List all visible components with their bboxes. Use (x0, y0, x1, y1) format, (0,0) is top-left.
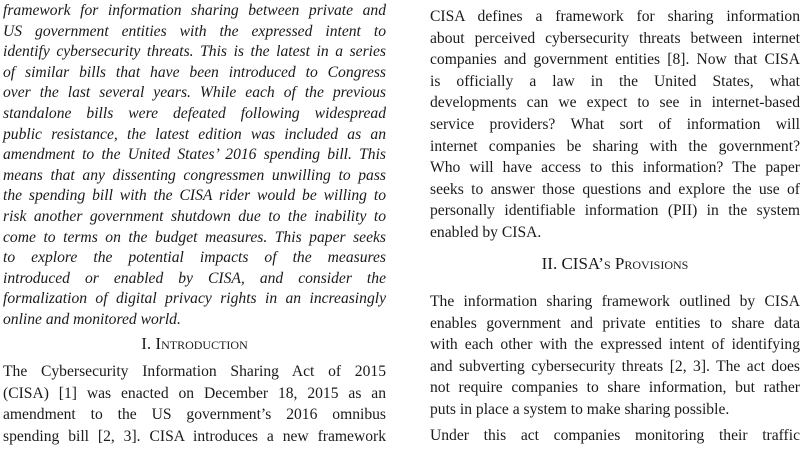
body-line: amendment to the US government’s 2016 omnibus (3, 406, 386, 424)
body-line: personally identifiable information (PII) in the system (430, 202, 800, 220)
body-line: enabled by CISA. (430, 223, 542, 241)
body-line: enables government and private entities to share data (430, 314, 800, 332)
abstract-line: risk another government shutdown due to the inability to (3, 207, 386, 225)
provisions-paragraph-1 (430, 291, 800, 421)
abstract-line: over the last several years. While each of the previous (3, 84, 386, 102)
introduction-text (3, 361, 386, 447)
section-number: II. (541, 254, 558, 273)
section-title: CISA’s Provisions (561, 254, 689, 273)
section-title: Introduction (155, 334, 248, 353)
abstract-line: framework for information sharing between private and (3, 2, 386, 19)
abstract-text (3, 1, 386, 331)
body-line: and subverting cybersecurity threats [2, 3]. The act does (430, 357, 800, 375)
section-heading-cisa-provisions (430, 254, 800, 274)
abstract-line: come to terms on the budget measures. This paper seeks (3, 228, 386, 246)
body-line: not require companies to share information, but rather (430, 379, 800, 397)
section-heading-introduction (3, 334, 386, 354)
body-line: is officially a law in the United States, what (430, 72, 800, 90)
body-line: The information sharing framework outlined by CISA (430, 293, 800, 310)
body-line: spending bill [2, 3]. CISA introduces a new framework (3, 427, 386, 445)
introduction-continued-text (430, 6, 800, 244)
body-line: (CISA) [1] was enacted on December 18, 2015 as an (3, 384, 386, 402)
body-line: companies and government entities [8]. Now that CISA (430, 51, 800, 69)
body-line: with each other with the expressed intent of identifying (430, 336, 800, 354)
body-line: CISA defines a framework for sharing information (430, 8, 800, 25)
abstract-line: means that any dissenting congressmen unwilling to pass (3, 166, 386, 184)
abstract-line: standalone bills were defeated following widespread (3, 104, 386, 122)
abstract-line: introduced or enabled by CISA, and consider the (3, 269, 386, 287)
abstract-line: to explore the potential impacts of the measures (3, 249, 386, 267)
body-line: developments can we expect to see in internet-based (430, 94, 800, 112)
body-line: service providers? What sort of information will (430, 115, 800, 133)
body-line: Under this act companies monitoring their traffic (430, 427, 800, 444)
abstract-line: of similar bills that have been introduced to Congress (3, 63, 386, 81)
body-line: Who will have access to this information? The paper (430, 159, 800, 177)
abstract-line: amendment to the United States’ 2016 spending bill. This (3, 146, 386, 164)
abstract-line: formalization of digital privacy rights in an increasingly (3, 290, 386, 308)
abstract-line: public resistance, the latest edition was included as an (3, 125, 386, 143)
body-line: about perceived cybersecurity threats between internet (430, 29, 800, 47)
body-line: The Cybersecurity Information Sharing Act of 2015 (3, 363, 386, 380)
body-line: puts in place a system to make sharing possible. (430, 400, 730, 418)
abstract-line: identify cybersecurity threats. This is the latest in a series (3, 43, 386, 61)
abstract-line: online and monitored world. (3, 310, 181, 328)
body-line: seeks to answer those questions and explore the use of (430, 180, 800, 198)
provisions-paragraph-2 (430, 425, 800, 447)
abstract-line: US government entities with the expressed intent to (3, 22, 386, 40)
section-number: I. (141, 334, 152, 353)
body-line: internet companies be sharing with the government? (430, 137, 800, 155)
abstract-line: the spending bill with the CISA rider would be willing to (3, 187, 386, 205)
